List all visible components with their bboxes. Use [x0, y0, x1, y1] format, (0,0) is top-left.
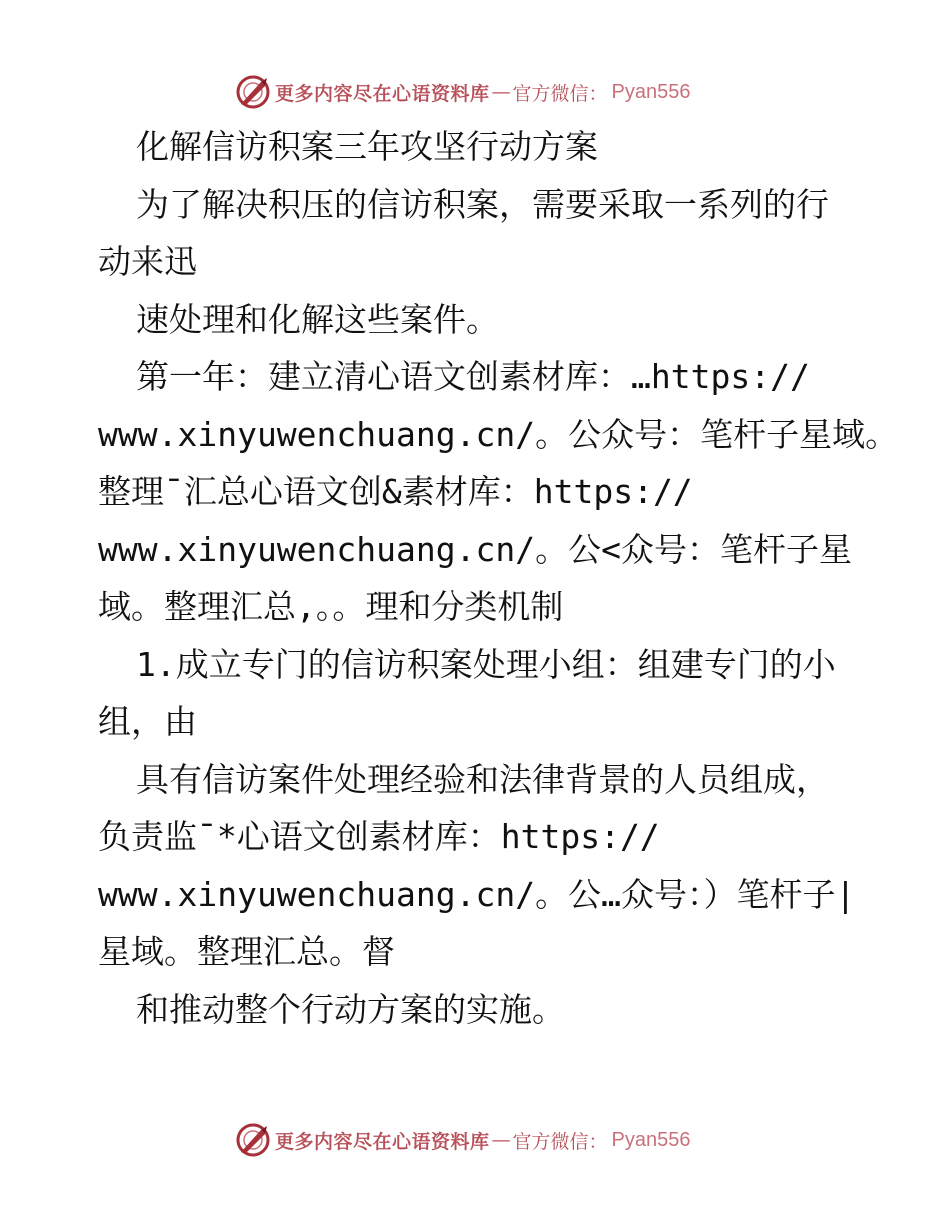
paragraph-line: 速处理和化解这些案件。: [136, 299, 499, 339]
banner-text: 更多内容尽在心语资料库: [275, 82, 490, 105]
footer-banner: [235, 1120, 715, 1160]
banner-text: 更多内容尽在心语资料库: [275, 1130, 490, 1153]
banner-separator: —: [491, 1129, 511, 1151]
paragraph-line: 整理¯汇总心语文创&素材库：https://: [98, 472, 693, 511]
paragraph-line: www.xinyuwenchuang.cn/。公…众号：）笔杆子|: [98, 874, 856, 914]
banner-wechat-id: Pyan556: [611, 80, 691, 103]
paragraph-line: www.xinyuwenchuang.cn/。公众号：笔杆子星域。: [98, 414, 899, 454]
paragraph-line: 组，由: [98, 702, 197, 741]
paragraph-line: 为了解决积压的信访积案，需要采取一系列的行: [136, 184, 829, 224]
paragraph-line: 第一年：建立清心语文创素材库：…https://: [136, 357, 810, 396]
paragraph-line: 1.成立专门的信访积案处理小组：组建专门的小: [136, 644, 836, 684]
banner-official-label: 官方微信：: [512, 82, 608, 105]
banner-separator: —: [491, 81, 511, 103]
document-body: [98, 118, 899, 1038]
paragraph-line: www.xinyuwenchuang.cn/。公<众号：笔杆子星: [98, 529, 852, 569]
header-banner: [235, 72, 715, 112]
quill-logo-icon: [235, 1122, 271, 1158]
paragraph-line: 动来迅: [98, 242, 197, 281]
paragraph-line: 具有信访案件处理经验和法律背景的人员组成，: [136, 759, 829, 799]
banner-wechat-id: Pyan556: [611, 1128, 691, 1151]
document-title: 化解信访积案三年攻坚行动方案: [136, 127, 598, 166]
paragraph-line: 和推动整个行动方案的实施。: [136, 989, 565, 1029]
paragraph-line: 负责监¯*心语文创素材库：https://: [98, 817, 660, 856]
paragraph-line: 域。整理汇总,。。理和分类机制: [98, 587, 564, 626]
paragraph-line: 星域。整理汇总。督: [98, 932, 395, 971]
quill-logo-icon: [235, 74, 271, 110]
banner-official-label: 官方微信：: [512, 1130, 608, 1153]
